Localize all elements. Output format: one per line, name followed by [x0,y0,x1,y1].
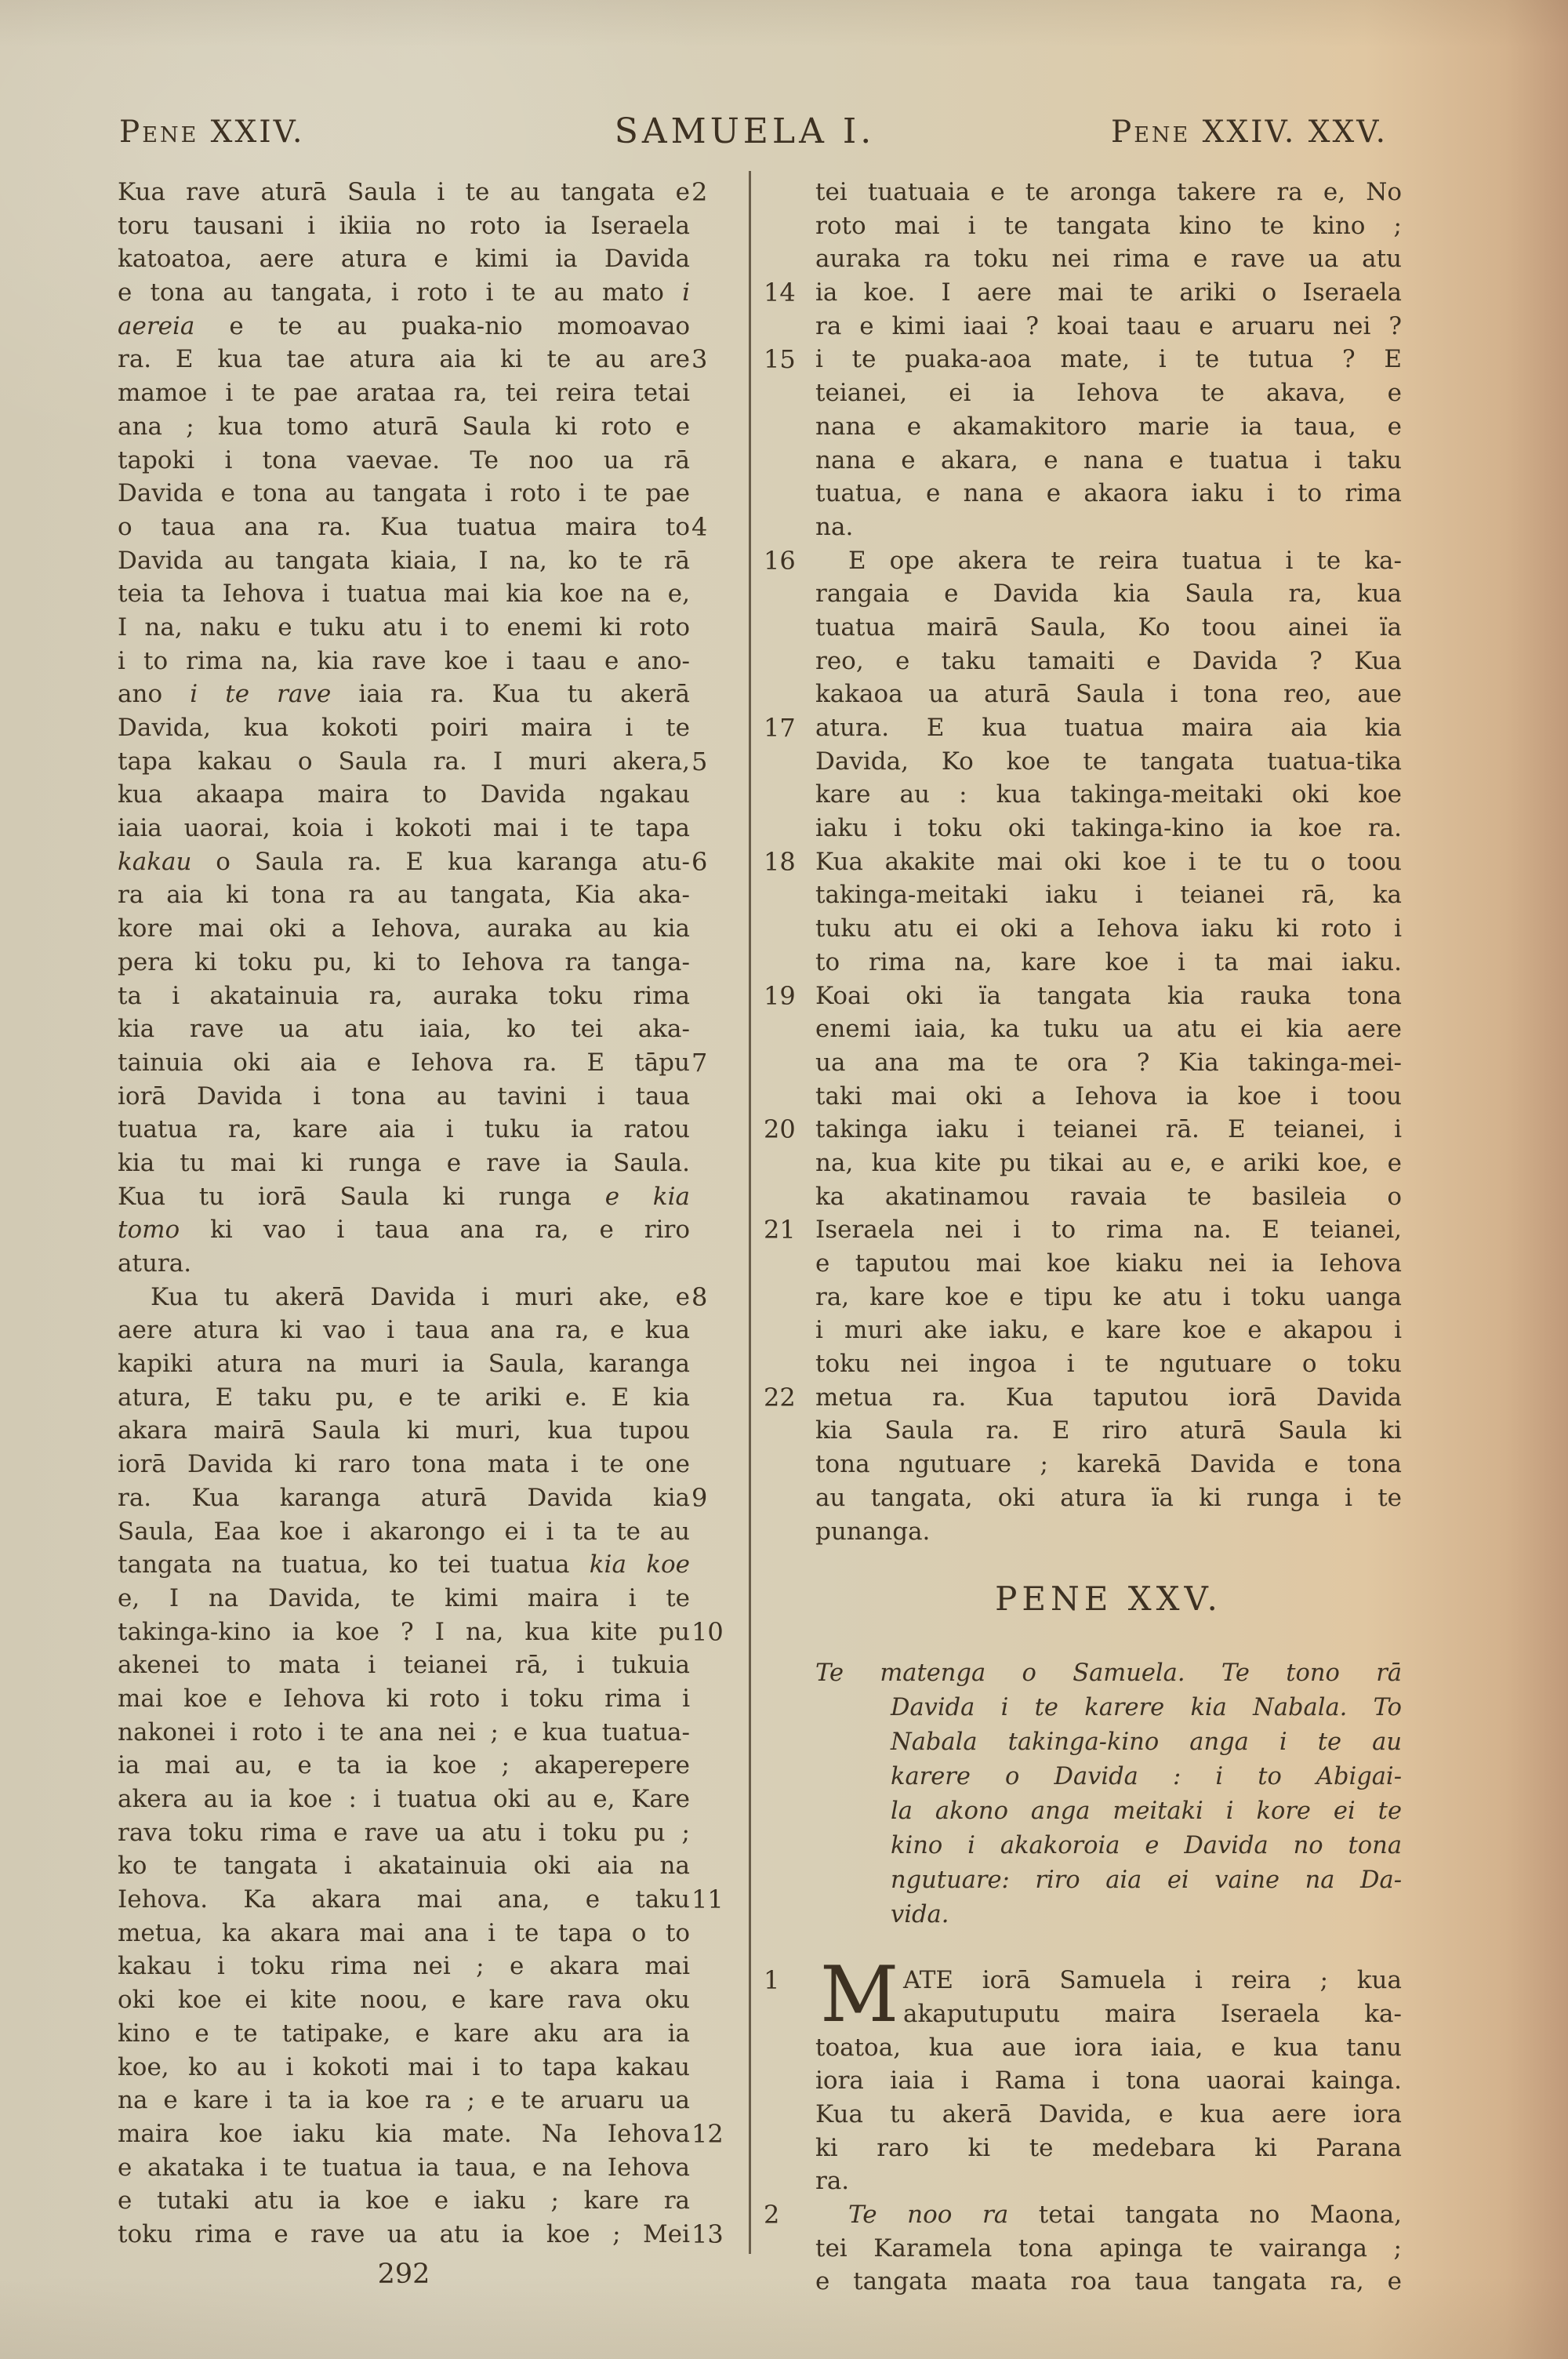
line-text: i to rima na, kia rave koe i taau e ano- [118,646,690,675]
line-text: atura. [118,1249,192,1278]
line-text: pera ki toku pu, ki to Iehova ra tanga- [118,947,690,976]
line-text: ua ana ma te ora ? Kia takinga-mei- [815,1048,1402,1077]
text-line [118,678,690,711]
text-line [118,1816,690,1850]
text-line [815,1760,1402,1794]
verse-number: 12 [691,2118,724,2149]
verse-number: 6 [691,846,708,877]
line-text: tuatua, e nana e akaora iaku i to rima [815,479,1402,508]
text-line [118,1515,690,1549]
line-text: Te matenga o Samuela. Te tono rā [815,1659,1402,1688]
line-text: ra, kare koe e tipu ke atu i toku uanga [815,1282,1402,1311]
line-text: tuku atu ei oki a Iehova iaku ki roto i [815,914,1402,943]
line-text: E ope akera te reira tuatua i te ka- [848,546,1402,575]
line-text: atura. E kua tuatua maira aia kia [815,714,1402,742]
line-text: aereia e te au puaka-nio momoavao [118,311,690,340]
text-line [118,1213,690,1247]
line-text: i te puaka-aoa mate, i te tutua ? E [815,345,1402,374]
text-line [815,1180,1402,1214]
text-line [815,1448,1402,1481]
text-line [815,946,1402,980]
line-text: kia rave ua atu iaia, ko tei aka- [118,1015,690,1044]
line-text: ra aia ki tona ra au tangata, Kia aka- [118,881,690,910]
text-line [815,577,1402,611]
text-line [118,343,708,376]
text-line [764,1113,1402,1147]
line-text: metua, ka akara mai ana i te tapa o to [118,1918,690,1947]
text-line [118,1414,690,1448]
text-line [118,1749,690,1783]
text-line [118,2184,690,2218]
text-line [764,343,1402,376]
verse-number: 5 [691,746,708,776]
text-line [815,1691,1402,1725]
text-line [815,410,1402,444]
text-line [118,812,690,845]
text-line [764,711,1402,745]
text-line [815,2031,1402,2065]
line-text: mamoe i te pae arataa ra, tei reira tetai [118,379,690,408]
line-text: Nabala takinga-kino anga i te au [891,1728,1402,1757]
line-text: iaku i toku oki takinga-kino ia koe ra. [815,814,1402,843]
verse-number: 13 [691,2219,724,2249]
line-text: Davida, kua kokoti poiri maira i te [118,714,690,742]
text-line [764,1381,1402,1415]
text-line [118,1849,690,1883]
line-text: iorā Davida ki raro tona mata i te one [118,1450,690,1479]
text-line [118,1180,690,1214]
line-text: ra. E kua tae atura aia ki te au are [118,345,690,374]
line-text: tangata na tuatua, ko tei tuatua kia koe [118,1550,690,1579]
text-line [815,2165,1402,2198]
verse-number: 4 [691,511,708,542]
line-text: Kua akakite mai oki koe i te tu o toou [815,847,1402,876]
text-line [764,276,1402,310]
text-line [118,1616,724,1649]
text-line [118,1247,690,1281]
text-line [815,511,1402,544]
text-line [118,2017,690,2051]
text-line [815,1829,1402,1863]
line-text: toku rima e rave ua atu ia koe ; Mei [118,2219,690,2248]
text-line [118,1950,690,1983]
line-text: akara mairā Saula ki muri, kua tupou [118,1416,690,1445]
text-line [118,845,708,879]
text-line [118,778,690,812]
text-line [118,1381,690,1415]
line-text: nana e akara, e nana e tuatua i taku [815,445,1402,474]
line-text: akera au ia koe : i tuatua oki au e, Kare [118,1785,690,1813]
text-line [118,477,690,511]
text-line [815,1247,1402,1281]
text-line [815,645,1402,678]
line-text: na, kua kite pu tikai au e, e ariki koe, e [815,1148,1402,1177]
text-line [815,1725,1402,1760]
text-line [118,511,708,544]
line-text: katoatoa, aere atura e kimi ia Davida [118,245,690,274]
text-line [118,1012,690,1046]
text-line [815,2265,1402,2299]
line-text: I na, naku e tuku atu i to enemi ki roto [118,612,690,642]
chapter-heading: PENE XXV. [995,1579,1222,1619]
line-text: takinga iaku i teianei rā. E teianei, i [815,1115,1402,1144]
line-text: kino e te tatipake, e kare aku ara ia [118,2019,690,2048]
line-text: iora iaia i Rama i tona uaorai kainga. [815,2066,1402,2095]
text-line [815,678,1402,711]
line-text: iaia uaorai, koia i kokoti mai i te tapa [118,814,690,843]
text-line [118,276,690,310]
line-text: ra. Kua karanga aturā Davida kia [118,1483,690,1512]
text-line [764,845,1402,879]
text-line [815,778,1402,812]
line-text: atura, E taku pu, e te ariki e. E kia [118,1383,690,1412]
text-line [118,410,690,444]
verse-number: 16 [764,545,796,576]
line-text: Kua tu iorā Saula ki runga e kia [118,1182,690,1211]
line-text: Kua tu akerā Davida i muri ake, e [151,1282,690,1311]
line-text: ia koe. I aere mai te ariki o Iseraela [815,278,1402,307]
text-line [815,209,1402,243]
text-line [118,544,690,578]
text-line [118,376,690,410]
line-text: o taua ana ra. Kua tuatua maira to [118,512,690,541]
verse-number: 2 [764,2200,780,2230]
line-text: ta i akatainuia ra, auraka toku rima [118,981,690,1010]
text-line [118,912,690,946]
text-line [118,1046,708,1080]
text-line [815,1314,1402,1347]
text-line [815,1997,1402,2031]
line-text: metua ra. Kua taputou iorā Davida [815,1383,1402,1412]
text-line [118,1783,690,1816]
text-line [118,1281,708,1314]
text-line [118,1582,690,1616]
text-line [815,1281,1402,1314]
drop-cap: M [820,1950,899,2041]
line-text: tainuia oki aia e Iehova ra. E tāpu [118,1048,690,1077]
text-line [815,1012,1402,1046]
page-number: 292 [377,2259,430,2290]
line-text: tapoki i tona vaevae. Te noo ua rā [118,445,690,474]
line-text: kare au : kua takinga-meitaki oki koe [815,780,1402,809]
line-text: vida. [891,1901,949,1929]
line-text: tei Karamela tona apinga te vairanga ; [815,2234,1402,2263]
text-line [815,1515,1402,1549]
line-text: Davida e tona au tangata i roto i te pae [118,479,690,508]
line-text: ka akatinamou ravaia te basileia o [815,1182,1402,1211]
line-text: ATE iorā Samuela i reira ; kua [903,1966,1402,1995]
line-text: tomo ki vao i taua ana ra, e riro [118,1216,690,1245]
line-text: toru tausani i ikiia no roto ia Iseraela [118,211,690,240]
text-line [118,2151,690,2185]
line-text: la akono anga meitaki i kore ei te [891,1797,1402,1826]
running-head [0,111,1568,162]
verse-number: 18 [764,846,796,877]
line-text: tona ngutuare ; karekā Davida e tona [815,1450,1402,1479]
text-line [815,1147,1402,1180]
line-text: kia Saula ra. E riro aturā Saula ki [815,1416,1402,1445]
text-line [815,1080,1402,1114]
verse-number: 17 [764,713,796,743]
text-line [118,176,708,209]
text-line [764,2198,1403,2232]
text-line [815,1863,1402,1898]
line-text: Davida, Ko koe te tangata tuatua-tika [815,747,1402,776]
line-text: rangaia e Davida kia Saula ra, kua [815,580,1402,609]
text-line [118,1147,690,1180]
text-line [118,645,690,678]
line-text: e taputou mai koe kiaku nei ia Iehova [815,1249,1402,1278]
line-text: tuatua mairā Saula, Ko toou ainei ïa [815,612,1402,642]
text-line [815,2132,1402,2165]
verse-number: 3 [691,344,708,375]
text-line [764,1213,1402,1247]
line-text: nana e akamakitoro marie ia taua, e [815,412,1402,441]
text-line [815,878,1402,912]
line-text: kakau o Saula ra. E kua karanga atu- [118,847,690,876]
verse-number: 10 [691,1616,724,1647]
text-line [815,1414,1402,1448]
line-text: kua akaapa maira to Davida ngakau [118,780,690,809]
line-text: to rima na, kare koe i ta mai iaku. [815,947,1402,976]
line-text: teia ta Iehova i tuatua mai kia koe na e, [118,580,690,609]
line-text: toku nei ingoa i te ngutuare o toku [815,1350,1402,1379]
line-text: na e kare i ta ia koe ra ; e te aruaru ua [118,2086,690,2115]
text-line [118,1983,690,2017]
line-text: ra e kimi iaai ? koai taau e aruaru nei ? [815,311,1402,340]
line-text: ana ; kua tomo aturā Saula ki roto e [118,412,690,441]
text-line [118,980,690,1013]
line-text: e tona au tangata, i roto i te au mato i [118,278,690,307]
running-head-left-chapter: Pene XXIV. [119,114,305,150]
text-line [815,1656,1402,1691]
line-text: enemi iaia, ka tuku ua atu ei kia aere [815,1015,1402,1044]
line-text: kino i akakoroia e Davida no tona [891,1832,1402,1860]
line-text: mai koe e Iehova ki roto i toku rima i [118,1684,690,1713]
text-line [118,1481,708,1515]
line-text: i muri ake iaku, e kare koe e akapou i [815,1316,1402,1345]
text-line [118,577,690,611]
verse-number: 8 [691,1281,708,1312]
line-text: ano i te rave iaia ra. Kua tu akerā [118,680,690,709]
line-text: roto mai i te tangata kino te kino ; [815,211,1402,240]
text-line [815,1347,1402,1381]
line-text: Iseraela nei i to rima na. E teianei, [815,1216,1402,1245]
text-line [815,176,1402,209]
chapter-summary [815,1656,1402,1932]
line-text: oki koe ei kite noou, e kare rava oku [118,1986,690,2015]
text-line [118,745,708,779]
running-head-right-chapter: Pene XXIV. XXV. [1110,114,1388,150]
line-text: akenei to mata i teianei rā, i tukuia [118,1651,690,1680]
verse-number: 9 [691,1482,708,1513]
text-line [118,1314,690,1347]
line-text: e, I na Davida, te kimi maira i te [118,1583,690,1612]
line-text: aere atura ki vao i taua ana ra, e kua [118,1316,690,1345]
line-text: au tangata, oki atura ïa ki runga i te [815,1483,1402,1512]
verse-number: 22 [764,1382,796,1412]
text-line [118,2218,724,2252]
text-line [815,376,1402,410]
line-text: Koai oki ïa tangata kia rauka tona [815,981,1402,1010]
line-text: auraka ra toku nei rima e rave ua atu [815,245,1402,274]
line-text: tapa kakau o Saula ra. I muri akera, [118,747,690,776]
text-line [764,980,1402,1013]
line-text: e akataka i te tuatua ia taua, e na Iehova [118,2153,690,2182]
text-line [815,745,1402,779]
line-text: kia tu mai ki runga e rave ia Saula. [118,1148,690,1177]
line-text: ia mai au, e ta ia koe ; akaperepere [118,1751,690,1780]
line-text: toatoa, kua aue iora iaia, e kua tanu [815,2033,1402,2062]
page-title: SAMUELA I. [614,111,876,151]
line-text: taki mai oki a Iehova ia koe i toou [815,1081,1402,1110]
line-text: Saula, Eaa koe i akarongo ei i ta te au [118,1517,690,1546]
verse-number: 7 [691,1047,708,1078]
text-line [815,2232,1402,2266]
line-text: kapiki atura na muri ia Saula, karanga [118,1350,690,1379]
line-text: kakau i toku rima nei ; e akara mai [118,1952,690,1981]
text-line [764,544,1402,578]
line-text: tei tuatuaia e te aronga takere ra e, No [815,178,1402,206]
text-line [118,1080,690,1114]
text-line [118,2117,724,2151]
line-text: maira koe iaku kia mate. Na Iehova [118,2119,690,2148]
right-text-column [764,176,1403,2299]
line-text: akaputuputu maira Iseraela ka- [903,1999,1402,2028]
text-line [118,2051,690,2085]
line-text: punanga. [815,1517,931,1546]
line-text: Kua tu akerā Davida, e kua aere iora [815,2099,1402,2128]
line-text: na. [815,512,854,541]
text-line [815,1481,1402,1515]
text-line [118,1347,690,1381]
line-text: takinga-meitaki iaku i teianei rā, ka [815,881,1402,910]
text-line [815,242,1402,276]
verse-number: 11 [691,1885,724,1915]
line-text: kakaoa ua aturā Saula i tona reo, aue [815,680,1402,709]
line-text: reo, e taku tamaiti e Davida ? Kua [815,646,1402,675]
left-text-column [118,176,724,2252]
line-text: e tangata maata roa taua tangata ra, e [815,2267,1402,2296]
verse-number: 14 [764,278,796,308]
text-line [118,1883,724,1917]
text-line [815,1898,1402,1932]
text-line [118,2084,690,2117]
text-line [118,1917,690,1950]
line-text: ra. [815,2167,850,2196]
text-line [118,946,690,980]
text-line [118,611,690,645]
text-line [118,878,690,912]
verse-number: 21 [764,1215,796,1245]
line-text: Kua rave aturā Saula i te au tangata e [118,178,690,206]
text-line [815,812,1402,845]
verse-number: 2 [691,177,708,207]
text-line [118,1716,690,1750]
line-text: Davida au tangata kiaia, I na, ko te rā [118,546,690,575]
text-line [815,1046,1402,1080]
verse-number: 15 [764,344,796,375]
text-line [118,242,690,276]
text-line [815,477,1402,511]
line-text: ki raro ki te medebara ki Parana [815,2133,1402,2162]
text-line [118,1448,690,1481]
text-line [118,209,690,243]
text-line [815,2064,1402,2098]
text-line [118,1548,690,1582]
verse-number: 1 [764,1965,780,1996]
text-line [815,2098,1402,2132]
line-text: karere o Davida : i to Abigai- [891,1763,1402,1791]
text-line [118,711,690,745]
text-line [118,1113,690,1147]
line-text: ngutuare: riro aia ei vaine na Da- [891,1866,1402,1895]
text-line [118,444,690,478]
text-line [815,1794,1402,1829]
line-text: iorā Davida i tona au tavini i taua [118,1081,690,1110]
text-line [118,310,690,343]
line-text: Te noo ra tetai tangata no Maona, [848,2201,1403,2229]
text-line [815,444,1402,478]
text-line [764,1964,1402,1997]
text-line [815,611,1402,645]
text-line [815,310,1402,343]
line-text: ko te tangata i akatainuia oki aia na [118,1852,690,1881]
line-text: takinga-kino ia koe ? I na, kua kite pu [118,1617,690,1646]
line-text: nakonei i roto i te ana nei ; e kua tuatua- [118,1717,690,1747]
verse-paragraph [764,1950,1402,2198]
line-text: rava toku rima e rave ua atu i toku pu ; [118,1818,690,1847]
text-line [118,1648,690,1682]
column-divider [749,171,751,2254]
line-text: kore mai oki a Iehova, auraka au kia [118,914,690,943]
line-text: e tutaki atu ia koe e iaku ; kare ra [118,2186,690,2215]
verse-number: 20 [764,1114,796,1145]
line-text: koe, ko au i kokoti mai i to tapa kakau [118,2052,690,2081]
verse-number: 19 [764,980,796,1011]
line-text: Davida i te karere kia Nabala. To [891,1694,1402,1722]
line-text: Iehova. Ka akara mai ana, e taku [118,1885,690,1914]
line-text: teianei, ei ia Iehova te akava, e [815,379,1402,408]
text-line [118,1682,690,1716]
text-line [815,912,1402,946]
line-text: tuatua ra, kare aia i tuku ia ratou [118,1115,690,1144]
